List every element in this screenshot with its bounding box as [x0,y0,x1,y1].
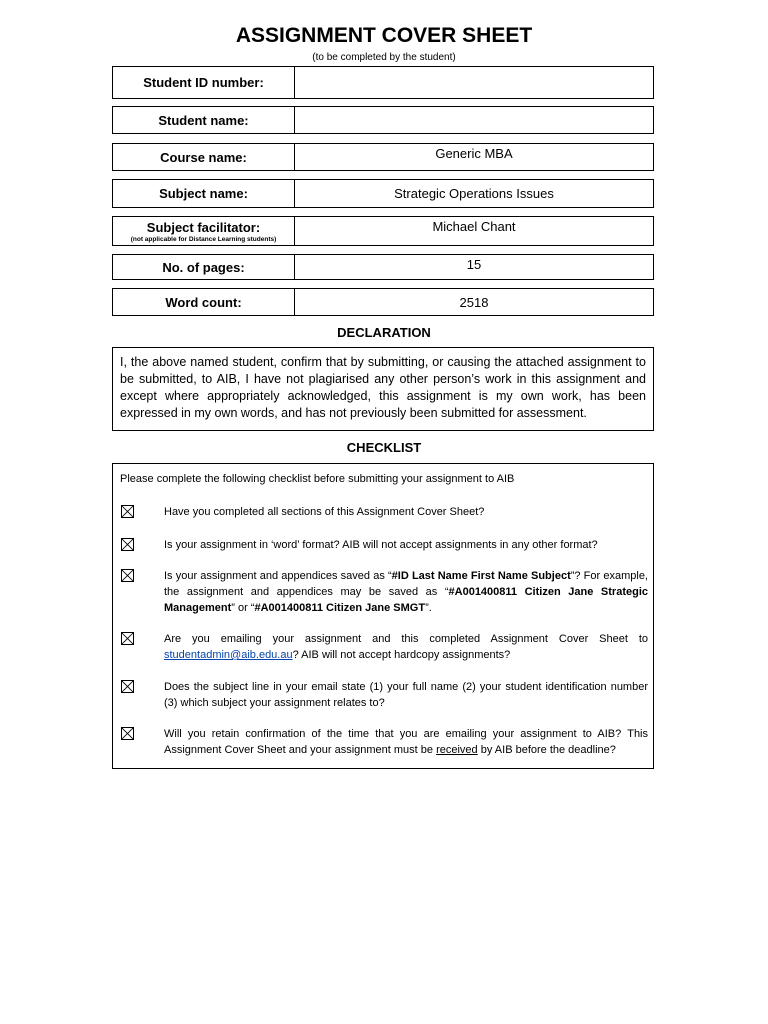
checklist-item-text [164,631,648,663]
subject-name-value: Strategic Operations Issues [394,186,554,201]
subject-name-row [112,179,654,208]
page-title: ASSIGNMENT COVER SHEET [235,24,533,47]
student-id-label: Student ID number: [113,67,295,98]
pages-label: No. of pages: [113,255,295,279]
checklist-heading: CHECKLIST [346,440,422,455]
checked-checkbox[interactable] [121,505,134,518]
course-name-value: Generic MBA [435,146,513,161]
pages-row [112,254,654,280]
text-segment: ”? For example, the assignment and appendices may be saved as “ [164,570,648,598]
student-name-value [295,107,653,133]
subject-facilitator-label-cell [113,217,295,245]
checklist-item-text [164,726,648,758]
checked-checkbox[interactable] [121,569,134,582]
checklist-item-text [164,568,648,616]
checklist-intro: Please complete the following checklist before submitting your assignment to AIB [120,473,515,485]
subject-facilitator-label: Subject facilitator: [146,219,261,235]
checked-checkbox[interactable] [121,632,134,645]
checklist-box [112,463,654,769]
text-segment: Is your assignment and appendices saved as “ [164,570,392,582]
word-count-label: Word count: [113,289,295,315]
cross-mark-icon [122,681,133,692]
declaration-text: I, the above named student, confirm that by submitting, or causing the attached assignment to be submitted, to AIB, I have not plagiarised any other person’s work in this assignment and except where appropriately acknowledged, this assignment is my own work, has been expressed in my own words, and has not previously been submitted for assessment. [112,347,654,431]
cross-mark-icon [122,728,133,739]
email-link[interactable]: studentadmin@aib.edu.au [164,649,293,661]
text-segment: Will you retain confirmation of the time that you are emailing your assignment to AIB? This Assignment Cover Sheet and your assignment must be [164,728,648,756]
student-name-row [112,106,654,134]
checklist-item-text: Is your assignment in ‘word’ format? AIB will not accept assignments in any other format? [164,539,598,551]
checked-checkbox[interactable] [121,538,134,551]
text-segment: ”. [425,602,432,614]
subject-facilitator-value: Michael Chant [432,219,516,234]
checked-checkbox[interactable] [121,727,134,740]
word-count-value: 2518 [459,294,489,310]
cross-mark-icon [122,539,133,550]
student-name-label: Student name: [113,107,295,133]
filename-example: #A001400811 Citizen Jane SMGT [254,602,426,614]
declaration-heading: DECLARATION [337,325,431,340]
checklist-item-text: Have you completed all sections of this Assignment Cover Sheet? [164,506,485,518]
word-count-row [112,288,654,316]
subject-name-label: Subject name: [113,180,295,207]
pages-value: 15 [466,257,482,272]
student-id-value [295,67,653,98]
course-name-label: Course name: [113,144,295,170]
page-subtitle: (to be completed by the student) [312,52,456,63]
cross-mark-icon [122,570,133,581]
text-segment: ? AIB will not accept hardcopy assignments? [292,649,511,661]
text-segment: Are you emailing your assignment and this completed Assignment Cover Sheet to [164,633,648,645]
course-name-row [112,143,654,171]
checklist-item-text: Does the subject line in your email state (1) your full name (2) your student identification number (3) which subject your assignment relates to? [164,681,648,709]
filename-format: #ID Last Name First Name Subject [391,570,571,582]
cross-mark-icon [122,633,133,644]
underlined-word: received [436,744,478,756]
subject-facilitator-row [112,216,654,246]
checked-checkbox[interactable] [121,680,134,693]
text-segment: ” or “ [231,602,255,614]
filename-example: #A001400811 Citizen Jane Strategic Management [164,586,648,614]
student-id-row [112,66,654,99]
text-segment: by AIB before the deadline? [477,744,616,756]
cross-mark-icon [122,506,133,517]
subject-facilitator-note: (not applicable for Distance Learning students) [130,235,277,243]
